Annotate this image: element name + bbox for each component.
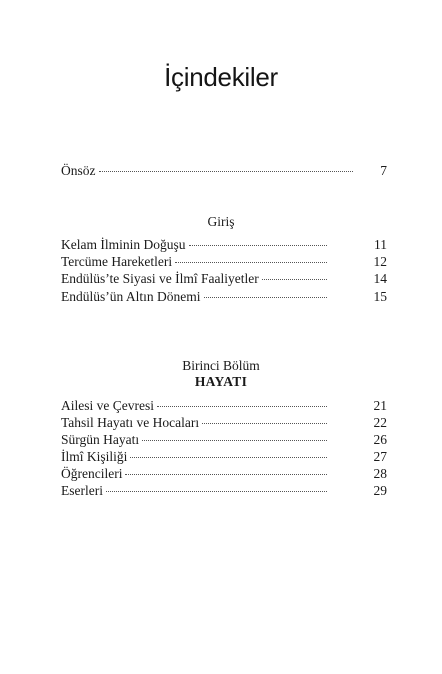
toc-entry[interactable] xyxy=(61,253,387,270)
dot-leader xyxy=(157,406,327,407)
toc-entry[interactable] xyxy=(61,414,387,431)
dot-leader xyxy=(99,171,354,172)
toc-entry[interactable] xyxy=(61,431,387,448)
toc-entry-page: 27 xyxy=(373,449,387,464)
dot-leader xyxy=(204,297,328,298)
toc-entry[interactable] xyxy=(61,482,387,499)
dot-leader xyxy=(125,474,327,475)
dot-leader xyxy=(130,457,327,458)
toc-entry-page: 7 xyxy=(380,163,387,178)
toc-entry-page: 28 xyxy=(373,466,387,481)
section-subheading-part-one: HAYATI xyxy=(194,374,248,389)
toc-entry-label: Sürgün Hayatı xyxy=(61,432,140,447)
toc-entry-page: 14 xyxy=(373,271,387,286)
toc-entry[interactable] xyxy=(61,236,387,253)
section-heading-part-one: Birinci Bölüm xyxy=(182,358,260,373)
dot-leader xyxy=(175,262,327,263)
toc-entry-label: Eserleri xyxy=(61,483,103,498)
toc-entry[interactable] xyxy=(61,465,387,482)
section-heading-giris: Giriş xyxy=(207,214,235,229)
toc-entry-label: Endülüs’te Siyasi ve İlmî Faaliyetler xyxy=(61,271,259,286)
toc-entry-label: Öğrencileri xyxy=(61,466,123,481)
dot-leader xyxy=(202,423,327,424)
toc-entry[interactable] xyxy=(61,288,387,305)
toc-entry-label: Tercüme Hareketleri xyxy=(61,254,173,269)
page-title: İçindekiler xyxy=(164,62,278,92)
toc-entry[interactable] xyxy=(61,270,387,287)
dot-leader xyxy=(106,491,327,492)
toc-entry-label: Tahsil Hayatı ve Hocaları xyxy=(61,415,200,430)
toc-entry[interactable] xyxy=(61,397,387,414)
toc-entry-page: 26 xyxy=(373,432,387,447)
toc-entry-label: Endülüs’ün Altın Dönemi xyxy=(61,289,201,304)
toc-entry-label: Ailesi ve Çevresi xyxy=(61,398,154,413)
dot-leader xyxy=(189,245,328,246)
toc-entry-label: Önsöz xyxy=(61,163,96,178)
dot-leader xyxy=(262,279,327,280)
toc-entry-label: Kelam İlminin Doğuşu xyxy=(61,237,186,252)
toc-entry-page: 22 xyxy=(373,415,387,430)
toc-entry-label: İlmî Kişiliği xyxy=(61,449,128,464)
toc-entry-page: 29 xyxy=(373,483,387,498)
toc-entry-page: 21 xyxy=(373,398,387,413)
toc-entry-page: 12 xyxy=(373,254,387,269)
toc-entry-page: 15 xyxy=(373,289,387,304)
toc-entry[interactable] xyxy=(61,448,387,465)
toc-entry-preface[interactable] xyxy=(61,162,387,179)
toc-entry-page: 11 xyxy=(374,237,387,252)
dot-leader xyxy=(142,440,327,441)
